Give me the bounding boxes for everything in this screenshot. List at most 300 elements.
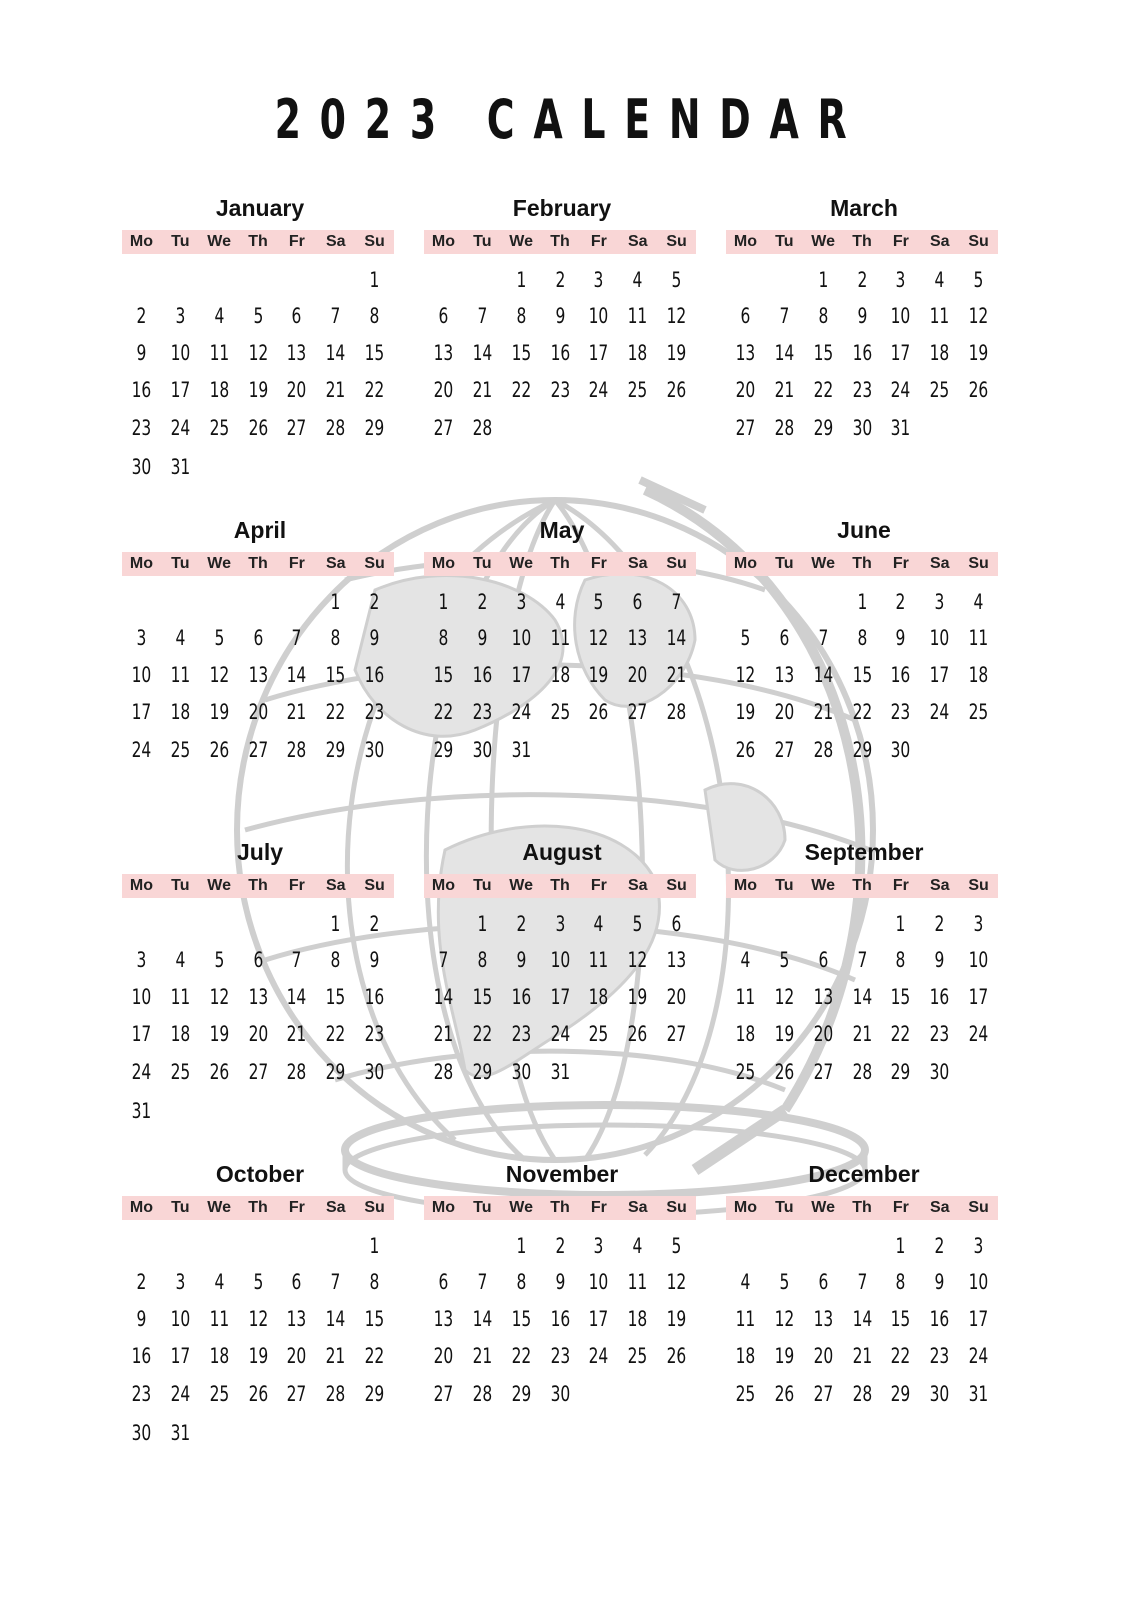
day-cell: 13 <box>433 341 454 365</box>
day-cell: 15 <box>890 985 911 1009</box>
day-cell: 10 <box>890 304 911 328</box>
day-cell: 10 <box>511 626 531 650</box>
day-cell: 29 <box>364 1382 385 1406</box>
weekday-label: Sa <box>929 877 950 894</box>
day-cell: 10 <box>131 663 152 687</box>
day-cell: 23 <box>364 700 385 724</box>
day-cell: 10 <box>929 626 950 650</box>
weekday-label: Tu <box>171 877 190 894</box>
day-cell: 28 <box>666 700 687 724</box>
day-cell: 1 <box>895 912 906 936</box>
weekday-label: Fr <box>590 555 607 572</box>
day-cell: 11 <box>550 626 570 650</box>
weekday-label: We <box>207 233 231 250</box>
day-cell: 17 <box>170 378 191 402</box>
day-cell: 25 <box>627 378 648 402</box>
weekday-label: Fr <box>590 233 607 250</box>
day-cell: 27 <box>248 1060 268 1084</box>
day-cell: 4 <box>632 268 643 292</box>
day-cell: 6 <box>779 626 790 650</box>
day-cell: 12 <box>209 663 229 687</box>
day-cell: 13 <box>433 1307 454 1331</box>
day-cell: 25 <box>170 1060 191 1084</box>
day-cell: 14 <box>472 1307 493 1331</box>
weekday-label: Fr <box>892 555 909 572</box>
day-cell: 14 <box>433 985 454 1009</box>
day-cell: 17 <box>131 1022 152 1046</box>
day-cell: 12 <box>588 626 609 650</box>
weekday-label: Th <box>248 555 268 572</box>
day-cell: 29 <box>472 1060 493 1084</box>
weekday-label: Tu <box>473 877 492 894</box>
weekday-label: Fr <box>590 877 607 894</box>
day-cell: 22 <box>511 1344 531 1368</box>
day-cell: 12 <box>248 1307 268 1331</box>
day-cell: 14 <box>813 663 833 687</box>
day-cell: 14 <box>325 341 346 365</box>
day-cell: 18 <box>550 663 570 687</box>
day-cell: 20 <box>774 700 795 724</box>
day-cell: 14 <box>472 341 493 365</box>
weekday-label: Mo <box>431 233 455 250</box>
day-grid <box>424 898 696 1138</box>
weekday-label: Sa <box>929 1199 950 1216</box>
weekday-header <box>424 1196 696 1220</box>
day-cell: 19 <box>209 700 229 724</box>
day-cell: 3 <box>973 1234 984 1258</box>
month-september <box>726 838 998 1138</box>
day-cell: 22 <box>325 700 346 724</box>
day-cell: 8 <box>330 948 341 972</box>
day-cell: 28 <box>472 416 493 440</box>
day-cell: 7 <box>330 304 341 328</box>
weekday-label: Fr <box>288 233 305 250</box>
weekday-label: Su <box>364 555 385 572</box>
weekday-label: Su <box>666 555 687 572</box>
day-cell: 19 <box>588 663 609 687</box>
day-grid <box>424 1220 696 1460</box>
day-cell: 26 <box>735 738 756 762</box>
day-cell: 8 <box>369 1270 380 1294</box>
day-cell: 13 <box>286 1307 307 1331</box>
day-cell: 24 <box>131 1060 152 1084</box>
day-cell: 29 <box>890 1060 911 1084</box>
day-cell: 22 <box>433 700 454 724</box>
weekday-label: We <box>509 233 533 250</box>
weekday-label: Th <box>852 233 872 250</box>
day-cell: 27 <box>248 738 268 762</box>
day-cell: 22 <box>813 378 833 402</box>
day-cell: 22 <box>890 1022 911 1046</box>
day-cell: 4 <box>973 590 984 614</box>
day-cell: 30 <box>511 1060 531 1084</box>
day-cell: 13 <box>286 341 307 365</box>
day-cell: 25 <box>209 416 229 440</box>
weekday-label: Su <box>666 877 687 894</box>
day-cell: 11 <box>735 1307 756 1331</box>
day-cell: 13 <box>813 985 833 1009</box>
day-grid <box>726 576 998 816</box>
day-cell: 6 <box>253 948 263 972</box>
day-cell: 30 <box>472 738 493 762</box>
day-cell: 9 <box>857 304 867 328</box>
day-cell: 10 <box>968 948 989 972</box>
month-august <box>424 838 696 1138</box>
day-cell: 15 <box>472 985 493 1009</box>
day-cell: 3 <box>136 948 147 972</box>
day-cell: 2 <box>934 1234 945 1258</box>
day-cell: 2 <box>934 912 945 936</box>
month-name: March <box>830 195 898 221</box>
day-cell: 7 <box>477 304 488 328</box>
day-cell: 1 <box>818 268 829 292</box>
weekday-label: Sa <box>929 233 950 250</box>
day-cell: 24 <box>968 1022 989 1046</box>
day-cell: 12 <box>248 341 268 365</box>
day-cell: 12 <box>774 985 795 1009</box>
day-cell: 17 <box>511 663 531 687</box>
day-cell: 8 <box>516 304 527 328</box>
day-cell: 31 <box>890 416 911 440</box>
day-cell: 19 <box>774 1344 795 1368</box>
weekday-label: Su <box>364 233 385 250</box>
day-cell: 27 <box>286 416 307 440</box>
day-cell: 26 <box>209 738 229 762</box>
day-cell: 24 <box>550 1022 570 1046</box>
day-cell: 26 <box>248 416 268 440</box>
day-cell: 8 <box>369 304 380 328</box>
day-cell: 27 <box>433 1382 454 1406</box>
day-cell: 17 <box>890 341 911 365</box>
day-cell: 5 <box>214 626 225 650</box>
day-cell: 15 <box>325 663 346 687</box>
day-cell: 5 <box>253 304 263 328</box>
day-cell: 21 <box>286 700 307 724</box>
day-cell: 7 <box>818 626 829 650</box>
day-cell: 20 <box>248 1022 268 1046</box>
day-cell: 8 <box>477 948 488 972</box>
month-march <box>726 194 998 494</box>
month-name: July <box>236 839 284 865</box>
day-cell: 16 <box>511 985 531 1009</box>
day-cell: 18 <box>735 1022 756 1046</box>
day-cell: 16 <box>929 1307 950 1331</box>
weekday-label: Mo <box>733 877 757 894</box>
day-cell: 11 <box>170 985 191 1009</box>
day-cell: 29 <box>511 1382 531 1406</box>
day-cell: 5 <box>779 1270 790 1294</box>
weekday-label: Su <box>968 555 989 572</box>
day-cell: 2 <box>136 1270 147 1294</box>
day-cell: 19 <box>666 1307 687 1331</box>
day-cell: 27 <box>813 1060 833 1084</box>
day-cell: 10 <box>550 948 570 972</box>
day-cell: 29 <box>325 738 346 762</box>
day-cell: 17 <box>588 341 609 365</box>
weekday-label: Sa <box>325 555 346 572</box>
day-cell: 14 <box>852 985 872 1009</box>
day-cell: 17 <box>550 985 570 1009</box>
day-cell: 3 <box>136 626 147 650</box>
day-cell: 19 <box>666 341 687 365</box>
day-cell: 30 <box>131 1421 152 1445</box>
day-cell: 12 <box>209 985 229 1009</box>
day-cell: 26 <box>209 1060 229 1084</box>
day-cell: 21 <box>852 1022 872 1046</box>
weekday-label: Su <box>968 1199 989 1216</box>
day-cell: 9 <box>934 1270 945 1294</box>
weekday-label: We <box>207 877 231 894</box>
weekday-label: Sa <box>929 555 950 572</box>
weekday-label: We <box>509 877 533 894</box>
day-cell: 14 <box>774 341 795 365</box>
weekday-label: Tu <box>775 555 794 572</box>
day-cell: 23 <box>511 1022 531 1046</box>
day-cell: 28 <box>325 416 346 440</box>
day-cell: 2 <box>555 1234 565 1258</box>
weekday-label: Mo <box>129 1199 153 1216</box>
weekday-label: We <box>207 1199 231 1216</box>
day-cell: 6 <box>818 1270 829 1294</box>
day-cell: 1 <box>369 1234 380 1258</box>
day-cell: 28 <box>813 738 833 762</box>
weekday-label: Sa <box>627 555 648 572</box>
weekday-header <box>122 552 394 576</box>
day-cell: 5 <box>973 268 984 292</box>
day-cell: 9 <box>516 948 527 972</box>
day-cell: 18 <box>170 700 191 724</box>
day-cell: 9 <box>369 626 380 650</box>
day-cell: 9 <box>934 948 945 972</box>
day-cell: 18 <box>735 1344 756 1368</box>
day-cell: 1 <box>516 1234 527 1258</box>
day-cell: 19 <box>627 985 648 1009</box>
day-cell: 27 <box>666 1022 687 1046</box>
day-cell: 18 <box>588 985 609 1009</box>
day-cell: 30 <box>929 1060 950 1084</box>
day-cell: 6 <box>632 590 643 614</box>
weekday-label: Mo <box>431 1199 455 1216</box>
day-cell: 15 <box>433 663 454 687</box>
day-cell: 19 <box>968 341 989 365</box>
weekday-label: Fr <box>892 233 909 250</box>
day-cell: 7 <box>330 1270 341 1294</box>
day-cell: 11 <box>735 985 756 1009</box>
weekday-label: Th <box>248 877 268 894</box>
weekday-label: Fr <box>288 1199 305 1216</box>
day-cell: 25 <box>170 738 191 762</box>
weekday-header <box>122 1196 394 1220</box>
day-cell: 15 <box>890 1307 911 1331</box>
day-cell: 30 <box>131 455 152 479</box>
day-cell: 25 <box>735 1060 756 1084</box>
weekday-label: Sa <box>325 877 346 894</box>
day-cell: 16 <box>364 663 385 687</box>
day-cell: 22 <box>852 700 872 724</box>
day-cell: 15 <box>325 985 346 1009</box>
day-cell: 15 <box>364 341 385 365</box>
weekday-label: We <box>207 555 231 572</box>
weekday-label: Th <box>852 877 872 894</box>
day-grid <box>726 898 998 1138</box>
day-cell: 7 <box>671 590 682 614</box>
weekday-label: Mo <box>733 233 757 250</box>
day-cell: 9 <box>895 626 906 650</box>
day-cell: 26 <box>666 378 687 402</box>
day-cell: 5 <box>671 1234 682 1258</box>
weekday-label: Sa <box>627 233 648 250</box>
day-cell: 16 <box>472 663 493 687</box>
day-grid <box>122 576 394 816</box>
day-cell: 20 <box>813 1022 833 1046</box>
day-cell: 11 <box>588 948 609 972</box>
day-cell: 25 <box>550 700 570 724</box>
weekday-label: Mo <box>129 555 153 572</box>
weekday-label: Fr <box>892 877 909 894</box>
day-cell: 11 <box>929 304 950 328</box>
day-cell: 5 <box>253 1270 263 1294</box>
day-cell: 12 <box>666 304 687 328</box>
weekday-label: Su <box>364 877 385 894</box>
weekday-header <box>122 230 394 254</box>
day-cell: 6 <box>438 1270 449 1294</box>
day-cell: 24 <box>968 1344 989 1368</box>
weekday-label: Tu <box>473 555 492 572</box>
day-cell: 30 <box>890 738 911 762</box>
day-cell: 3 <box>593 268 604 292</box>
day-cell: 21 <box>852 1344 872 1368</box>
day-cell: 20 <box>433 1344 454 1368</box>
day-cell: 6 <box>438 304 449 328</box>
day-cell: 12 <box>774 1307 795 1331</box>
weekday-label: We <box>509 555 533 572</box>
day-cell: 23 <box>131 416 152 440</box>
day-cell: 17 <box>131 700 152 724</box>
day-cell: 8 <box>895 948 906 972</box>
month-name: May <box>539 517 585 543</box>
day-cell: 29 <box>852 738 872 762</box>
weekday-label: Su <box>968 233 989 250</box>
day-cell: 16 <box>550 1307 570 1331</box>
month-december <box>726 1160 998 1460</box>
day-cell: 21 <box>774 378 795 402</box>
day-cell: 22 <box>364 1344 385 1368</box>
day-cell: 26 <box>666 1344 687 1368</box>
day-grid <box>726 1220 998 1460</box>
day-cell: 26 <box>248 1382 268 1406</box>
day-cell: 29 <box>890 1382 911 1406</box>
day-cell: 21 <box>472 1344 493 1368</box>
day-cell: 18 <box>929 341 950 365</box>
day-cell: 16 <box>852 341 872 365</box>
weekday-label: We <box>811 233 835 250</box>
day-cell: 12 <box>735 663 756 687</box>
day-grid <box>122 898 394 1138</box>
weekday-label: Th <box>550 877 570 894</box>
weekday-label: Th <box>248 233 268 250</box>
month-january <box>122 194 394 494</box>
day-cell: 9 <box>477 626 488 650</box>
day-grid <box>122 1220 394 1460</box>
weekday-label: Mo <box>129 877 153 894</box>
day-cell: 15 <box>511 1307 531 1331</box>
day-cell: 10 <box>968 1270 989 1294</box>
day-cell: 2 <box>516 912 527 936</box>
day-cell: 30 <box>364 1060 385 1084</box>
day-cell: 2 <box>895 590 906 614</box>
day-cell: 5 <box>740 626 751 650</box>
day-cell: 31 <box>170 1421 191 1445</box>
day-cell: 25 <box>968 700 989 724</box>
day-cell: 4 <box>555 590 565 614</box>
day-cell: 6 <box>671 912 682 936</box>
weekday-label: Tu <box>775 1199 794 1216</box>
day-cell: 13 <box>248 663 268 687</box>
day-cell: 16 <box>131 1344 152 1368</box>
day-cell: 7 <box>857 948 867 972</box>
day-cell: 23 <box>890 700 911 724</box>
month-name: January <box>215 195 305 221</box>
weekday-label: Su <box>364 1199 385 1216</box>
weekday-label: Sa <box>627 877 648 894</box>
day-cell: 19 <box>248 1344 268 1368</box>
day-cell: 13 <box>627 626 648 650</box>
day-cell: 10 <box>131 985 152 1009</box>
month-name: December <box>808 1161 920 1187</box>
weekday-label: Tu <box>775 877 794 894</box>
day-cell: 5 <box>779 948 790 972</box>
month-november <box>424 1160 696 1460</box>
weekday-label: Mo <box>733 555 757 572</box>
day-cell: 1 <box>895 1234 906 1258</box>
day-cell: 18 <box>968 663 989 687</box>
day-cell: 7 <box>438 948 449 972</box>
day-cell: 7 <box>291 626 302 650</box>
day-cell: 9 <box>555 1270 565 1294</box>
day-cell: 18 <box>627 1307 648 1331</box>
day-cell: 5 <box>593 590 604 614</box>
day-cell: 1 <box>438 590 449 614</box>
day-cell: 10 <box>170 341 191 365</box>
weekday-label: Mo <box>129 233 153 250</box>
day-cell: 23 <box>131 1382 152 1406</box>
weekday-label: We <box>811 1199 835 1216</box>
weekday-label: Mo <box>431 555 455 572</box>
day-cell: 4 <box>740 1270 751 1294</box>
day-cell: 15 <box>813 341 833 365</box>
month-june <box>726 516 998 816</box>
day-cell: 4 <box>175 626 186 650</box>
weekday-label: Tu <box>171 555 190 572</box>
day-cell: 16 <box>929 985 950 1009</box>
day-cell: 15 <box>364 1307 385 1331</box>
day-cell: 13 <box>813 1307 833 1331</box>
weekday-label: Sa <box>325 233 346 250</box>
month-name: November <box>505 1161 619 1187</box>
day-grid <box>122 254 394 494</box>
day-cell: 28 <box>852 1060 872 1084</box>
day-cell: 8 <box>516 1270 527 1294</box>
day-cell: 19 <box>774 1022 795 1046</box>
day-cell: 21 <box>325 1344 346 1368</box>
day-cell: 28 <box>472 1382 493 1406</box>
day-cell: 3 <box>934 590 945 614</box>
weekday-label: Fr <box>892 1199 909 1216</box>
day-cell: 25 <box>627 1344 648 1368</box>
day-cell: 3 <box>593 1234 604 1258</box>
day-cell: 4 <box>632 1234 643 1258</box>
weekday-label: Fr <box>288 877 305 894</box>
